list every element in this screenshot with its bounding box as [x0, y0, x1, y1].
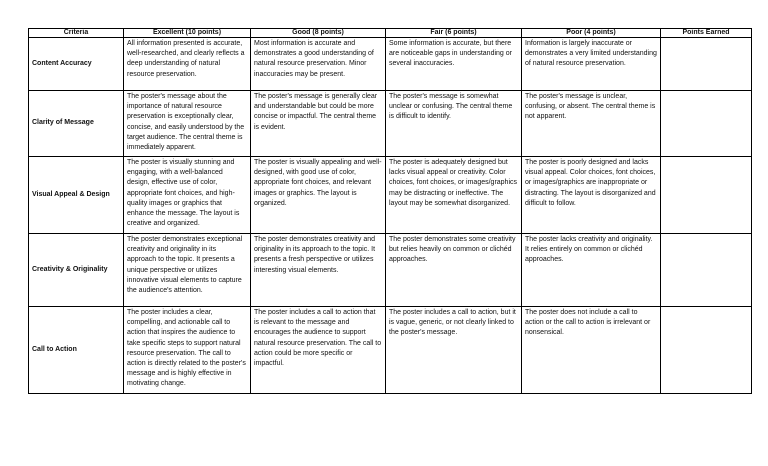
table-row [29, 157, 752, 234]
points-earned-cell[interactable] [661, 157, 752, 234]
excellent-cell: The poster demonstrates exceptional creativity and originality in its approach to the topic. It presents a unique perspective or utilizes innovative visual elements to capture the audience's attention. [124, 234, 251, 307]
table-row [29, 91, 752, 157]
poor-cell: Information is largely inaccurate or demonstrates a very limited understanding of natural resource preservation. [522, 38, 661, 91]
excellent-cell: The poster includes a clear, compelling, and actionable call to action that inspires the audience to take specific steps to support natural resource preservation. The call to action is directly related to the poster's message and is highly effective in motivating change. [124, 307, 251, 394]
poor-cell: The poster is poorly designed and lacks visual appeal. Color choices, font choices, or images/graphics are inappropriate or distracting. The layout is disorganized and difficult to follow. [522, 157, 661, 234]
fair-cell: The poster includes a call to action, but it is vague, generic, or not clearly linked to the poster's message. [386, 307, 522, 394]
header-excellent: Excellent (10 points) [124, 29, 251, 38]
fair-cell: The poster demonstrates some creativity but relies heavily on common or clichéd approaches. [386, 234, 522, 307]
header-points-earned: Points Earned [661, 29, 752, 38]
poor-cell: The poster does not include a call to action or the call to action is irrelevant or nonsensical. [522, 307, 661, 394]
fair-cell: The poster is adequately designed but lacks visual appeal or creativity. Color choices, font choices, or images/graphics may be distracting or ineffective. The layout may be somewhat disorganized. [386, 157, 522, 234]
fair-cell: Some information is accurate, but there are noticeable gaps in understanding or several inaccuracies. [386, 38, 522, 91]
poor-cell: The poster's message is unclear, confusing, or absent. The central theme is not apparent. [522, 91, 661, 157]
header-row [29, 29, 752, 38]
points-earned-cell[interactable] [661, 234, 752, 307]
header-poor: Poor (4 points) [522, 29, 661, 38]
good-cell: The poster is visually appealing and well-designed, with good use of color, appropriate font choices, and relevant images or graphics. The layout is organized. [251, 157, 386, 234]
header-good: Good (8 points) [251, 29, 386, 38]
table-row [29, 234, 752, 307]
poor-cell: The poster lacks creativity and originality. It relies entirely on common or clichéd approaches. [522, 234, 661, 307]
good-cell: The poster's message is generally clear and understandable but could be more concise or impactful. The central theme is evident. [251, 91, 386, 157]
excellent-cell: The poster is visually stunning and engaging, with a well-balanced design, effective use of color, appropriate font choices, and high-quality images or graphics that enhance the message. The layout is creative and organized. [124, 157, 251, 234]
good-cell: The poster demonstrates creativity and originality in its approach to the topic. It presents a fresh perspective or utilizes interesting visual elements. [251, 234, 386, 307]
points-earned-cell[interactable] [661, 91, 752, 157]
criterion-cell: Call to Action [29, 307, 124, 394]
table-row [29, 307, 752, 394]
header-fair: Fair (6 points) [386, 29, 522, 38]
excellent-cell: The poster's message about the importance of natural resource preservation is exceptionally clear, concise, and easily understood by the target audience. The central theme is immediately apparent. [124, 91, 251, 157]
criterion-cell: Content Accuracy [29, 38, 124, 91]
criterion-cell: Creativity & Originality [29, 234, 124, 307]
points-earned-cell[interactable] [661, 38, 752, 91]
header-criteria: Criteria [29, 29, 124, 38]
points-earned-cell[interactable] [661, 307, 752, 394]
table-row [29, 38, 752, 91]
good-cell: Most information is accurate and demonstrates a good understanding of natural resource preservation. Minor inaccuracies may be present. [251, 38, 386, 91]
criterion-cell: Visual Appeal & Design [29, 157, 124, 234]
rubric-table [28, 28, 752, 394]
criterion-cell: Clarity of Message [29, 91, 124, 157]
fair-cell: The poster's message is somewhat unclear or confusing. The central theme is difficult to identify. [386, 91, 522, 157]
excellent-cell: All information presented is accurate, well-researched, and clearly reflects a deep understanding of natural resource preservation. [124, 38, 251, 91]
good-cell: The poster includes a call to action that is relevant to the message and encourages the audience to support natural resource preservation. The call to action could be more specific or impactful. [251, 307, 386, 394]
